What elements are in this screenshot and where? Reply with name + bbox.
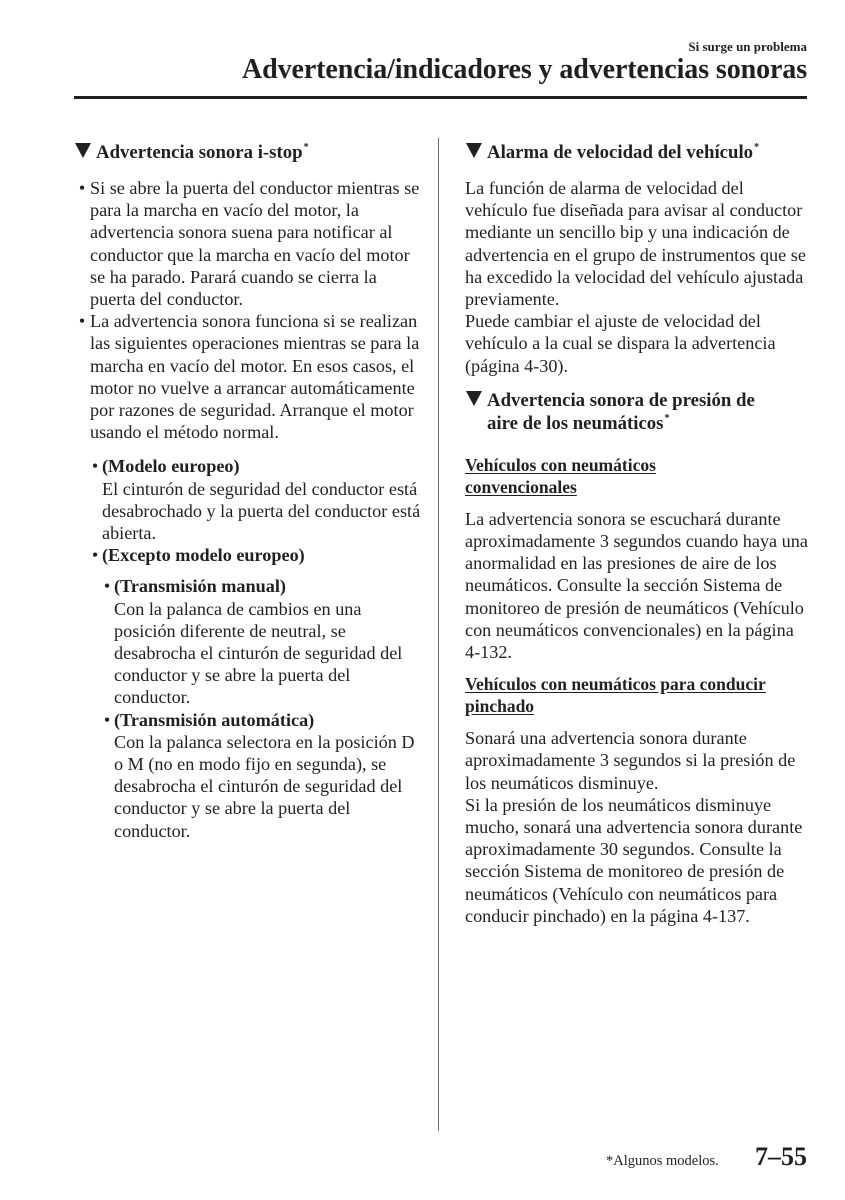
list-item: • La advertencia sonora funciona si se realizan las siguientes operaciones mientras se para la marcha en vacío del motor. En esos casos, el motor no vuelve a arrancar automáticamente por razones de seguridad. Arranque el motor usando el método normal. [74,310,424,443]
speed-paragraph-2: Puede cambiar el ajuste de velocidad del vehículo a la cual se dispara la advertencia (página 4-30). [465,311,776,376]
runflat-paragraph-2: Si la presión de los neumáticos disminuye mucho, sonará una advertencia sonora durante aproximadamente 30 segundos. Consulte la sección Sistema de monitoreo de presión de neumáticos (Vehículo con neumáticos para conducir pinchado) en la página 4-137. [465,794,803,926]
footnote: *Algunos modelos. [606,1153,719,1169]
triangle-down-icon [465,389,483,438]
speed-paragraph-1: La función de alarma de velocidad del vehículo fue diseñada para avisar al conductor mediante un sencillo bip y una indicación de advertencia en el grupo de instrumentos que se ha excedido la velocidad del vehículo ajustada previamente. [465,178,806,310]
conventional-subhead: Vehículos con neumáticos convencionales [465,454,656,497]
bullet-icon: • [103,709,111,730]
manual-item: • (Transmisión manual) [100,575,424,597]
page-title: Advertencia/indicadores y advertencias sonoras [242,54,807,85]
speed-alarm-heading: Alarma de velocidad del vehículo* [465,141,810,167]
list-item: • Si se abre la puerta del conductor mientras se para la marcha en vacío del motor, la advertencia sonora suena para notificar al conductor que la marcha en vacío del motor se ha parado. Parará cuando se cierra la puerta del conductor. [74,177,424,310]
page-number: 7–55 [755,1142,807,1171]
bullet-icon: • [103,576,111,597]
triangle-down-icon [465,141,483,167]
bullet-icon: • [91,456,99,477]
runflat-paragraph-1: Sonará una advertencia sonora durante aproximadamente 3 segundos si la presión de los neumáticos disminuye. [465,728,796,793]
european-item: • (Modelo europeo) [88,455,424,477]
bullet-icon: • [78,311,86,332]
european-text: El cinturón de seguridad del conductor está desabrochado y la puerta del conductor está abierta. [102,478,421,544]
manual-text: Con la palanca de cambios en una posición diferente de neutral, se desabrocha el cinturón de seguridad del conductor y se abre la puerta del conductor. [114,598,403,708]
triangle-down-icon [74,141,92,167]
automatic-item: • (Transmisión automática) [100,709,424,731]
header-section: Si surge un problema [688,39,807,54]
automatic-text: Con la palanca selectora en la posición D o M (no en modo fijo en segunda), se desabrocha el cinturón de seguridad del conductor y se abre la puerta del conductor. [114,731,415,841]
non-european-item: • (Excepto modelo europeo) [88,544,424,566]
istop-heading: Advertencia sonora i-stop* [74,141,424,167]
header-rule [74,96,807,99]
bullet-icon: • [78,178,86,198]
right-column [465,141,810,927]
left-column [74,141,424,842]
bullet-icon: • [91,545,99,566]
tire-alarm-heading: Advertencia sonora de presión de aire de los neumáticos* [465,389,810,438]
runflat-subhead: Vehículos con neumáticos para conducir pinchado [465,674,766,717]
conventional-text: La advertencia sonora se escuchará durante aproximadamente 3 segundos cuando haya una anormalidad en las presiones de aire de los neumáticos. Consulte la sección Sistema de monitoreo de presión de neumáticos (Vehículo con neumáticos convencionales) en la página 4-132. [465,508,808,663]
column-divider [438,138,439,1131]
